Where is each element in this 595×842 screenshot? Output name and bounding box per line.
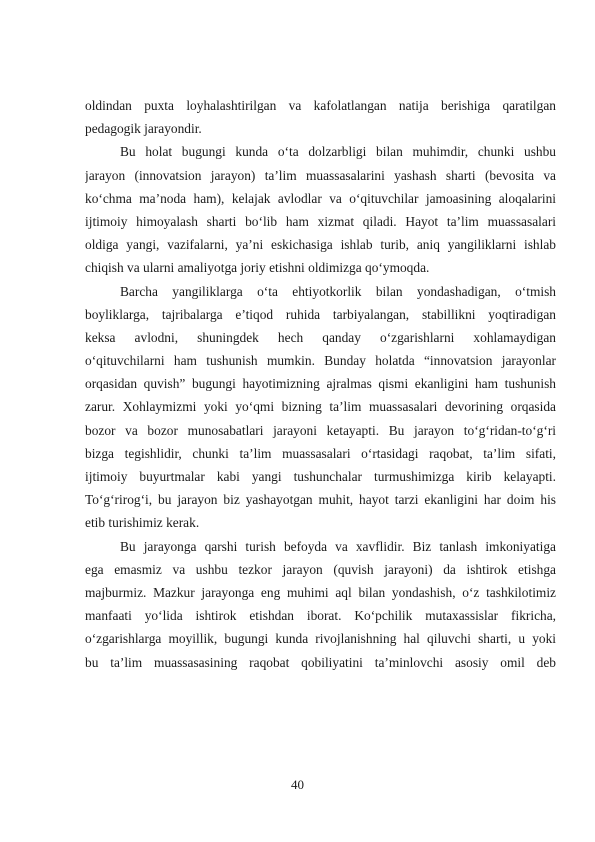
text-line: manfaati yo‘lida ishtirok etishdan iborat. Ko‘pchilik mutaxassislar fikricha, xyxy=(85,608,556,624)
text-line: keksa avlodni, shuningdek hech qanday o‘zgarishlarni xohlamaydigan xyxy=(85,329,556,345)
text-line: oldindan puxta loyhalashtirilgan va kafolatlangan natija berishiga qaratilgan xyxy=(85,98,556,113)
text-line: etib turishimiz kerak. xyxy=(85,515,200,531)
text-line: oldiga yangi, vazifalarni, ya’ni eskichasiga ishlab turib, aniq yangiliklarni ishlab xyxy=(85,237,556,253)
text-line: ko‘chma ma’noda ham), kelajak avlodlar va o‘qituvchilar jamoasining aloqalarini xyxy=(85,190,556,206)
page-number: 40 xyxy=(291,777,304,792)
text-line: zarur. Xohlaymizmi yoki yo‘qmi bizning ta’lim muassasalari devorining orqasida xyxy=(85,399,556,415)
text-line: chiqish va ularni amaliyotga joriy etishni oldimizga qo‘ymoqda. xyxy=(85,260,430,276)
text-line: To‘g‘rirog‘i, bu jarayon biz yashayotgan muhit, hayot tarzi ekanligini har doim his xyxy=(85,492,556,508)
text-line: jarayon (innovatsion jarayon) ta’lim muassasalarini yashash sharti (bevosita va xyxy=(85,167,556,183)
text-line: o‘zgarishlarga moyillik, bugungi kunda rivojlanishning hal qiluvchi sharti, u yoki xyxy=(85,631,556,647)
text-line: Bu holat bugungi kunda o‘ta dolzarbligi bilan muhimdir, chunki ushbu xyxy=(120,144,556,160)
text-line: majburmiz. Mazkur jarayonga eng muhimi aql bilan yondashish, o‘z tashkilotimiz xyxy=(85,584,556,600)
text-line: pedagogik jarayondir. xyxy=(85,121,202,137)
text-line: bizga tegishlidir, chunki ta’lim muassasalari o‘rtasidagi raqobat, ta’lim sifati, xyxy=(85,445,556,461)
text-line: o‘qituvchilarni ham tushunish mumkin. Bunday holatda “innovatsion jarayonlar xyxy=(85,353,556,369)
text-line: ijtimoiy himoyalash sharti bo‘lib ham xizmat qiladi. Hayot ta’lim muassasalari xyxy=(85,213,556,229)
body-text xyxy=(85,94,556,674)
text-line: ega emasmiz va ushbu tezkor jarayon (quvish jarayoni) da ishtirok etishga xyxy=(85,561,556,577)
text-line: ijtimoiy buyurtmalar kabi yangi tushunchalar turmushimizga kirib kelayapti. xyxy=(85,469,556,484)
text-line: bozor va bozor munosabatlari jarayoni ketayapti. Bu jarayon to‘g‘ridan-to‘g‘ri xyxy=(85,422,556,438)
text-line: boyliklarga, tajribalarga e’tiqod ruhida tarbiyalangan, stabillikni yoqtiradigan xyxy=(85,306,556,322)
text-line: Bu jarayonga qarshi turish befoyda va xavflidir. Biz tanlash imkoniyatiga xyxy=(120,538,556,554)
text-line: orqasidan quvish” bugungi hayotimizning ajralmas qismi ekanligini ham tushunish xyxy=(85,376,556,392)
text-line: Barcha yangiliklarga o‘ta ehtiyotkorlik bilan yondashadigan, o‘tmish xyxy=(120,283,556,299)
text-line: bu ta’lim muassasasining raqobat qobiliyatini ta’minlovchi asosiy omil deb xyxy=(85,654,556,670)
